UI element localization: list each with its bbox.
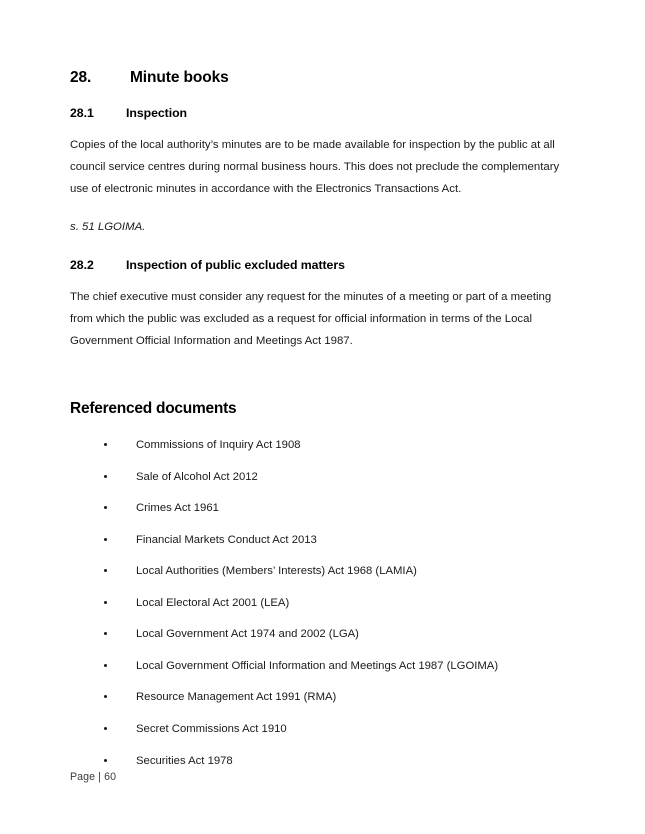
bullet-icon (104, 664, 107, 667)
bullet-icon (104, 506, 107, 509)
referenced-documents-heading: Referenced documents (70, 399, 237, 417)
list-item (70, 626, 567, 642)
paragraph-28-1-body: Copies of the local authority’s minutes are to be made available for inspection by the public at all council service centres during normal business hours. This does not preclude the complementary use of electronic minutes in accordance with the Electronics Transactions Act. (70, 139, 560, 196)
bullet-icon (104, 759, 107, 762)
subsection-heading-28-2 (70, 258, 567, 274)
list-item-label: Secret Commissions Act 1910 (136, 723, 287, 736)
section-spacer (70, 369, 567, 399)
list-item (70, 500, 567, 516)
citation-28-1: s. 51 LGOIMA. (70, 221, 146, 234)
subsection-title-28-2: Inspection of public excluded matters (126, 257, 345, 272)
list-item (70, 563, 567, 579)
bullet-icon (104, 475, 107, 478)
page-content (70, 68, 567, 784)
paragraph-28-2-body: The chief executive must consider any request for the minutes of a meeting or part of a meeting from which the public was excluded as a request for official information in terms of the Local Government Official Information and Meetings Act 1987. (70, 290, 552, 347)
list-item-label: Local Government Official Information and Meetings Act 1987 (LGOIMA) (136, 659, 499, 672)
list-item-label: Local Authorities (Members’ Interests) Act 1968 (LAMIA) (136, 565, 417, 578)
bullet-icon (104, 569, 107, 572)
list-item (70, 595, 567, 611)
list-item (70, 689, 567, 705)
list-item-label: Sale of Alcohol Act 2012 (136, 470, 258, 483)
bullet-icon (104, 601, 107, 604)
bullet-icon (104, 727, 107, 730)
section-heading-28 (70, 68, 567, 87)
list-item (70, 469, 567, 485)
subsection-number-28-1: 28.1 (70, 106, 94, 121)
page-footer: Page | 60 (70, 771, 117, 783)
list-item (70, 753, 567, 769)
list-item (70, 532, 567, 548)
subsection-heading-28-1 (70, 106, 567, 122)
subsection-title-28-1: Inspection (126, 106, 187, 121)
referenced-documents-list (70, 437, 567, 769)
list-item-label: Securities Act 1978 (136, 754, 233, 767)
subsection-number-28-2: 28.2 (70, 257, 94, 272)
list-item-label: Crimes Act 1961 (136, 502, 219, 515)
list-item-label: Local Government Act 1974 and 2002 (LGA) (136, 628, 359, 641)
list-item-label: Resource Management Act 1991 (RMA) (136, 691, 337, 704)
bullet-icon (104, 443, 107, 446)
bullet-icon (104, 632, 107, 635)
list-item (70, 721, 567, 737)
list-item-label: Commissions of Inquiry Act 1908 (136, 438, 301, 451)
list-item (70, 658, 567, 674)
bullet-icon (104, 695, 107, 698)
list-item-label: Local Electoral Act 2001 (LEA) (136, 596, 290, 609)
section-number-28: 28. (70, 69, 92, 86)
bullet-icon (104, 538, 107, 541)
list-item (70, 437, 567, 453)
list-item-label: Financial Markets Conduct Act 2013 (136, 533, 317, 546)
section-title-28: Minute books (130, 69, 229, 86)
